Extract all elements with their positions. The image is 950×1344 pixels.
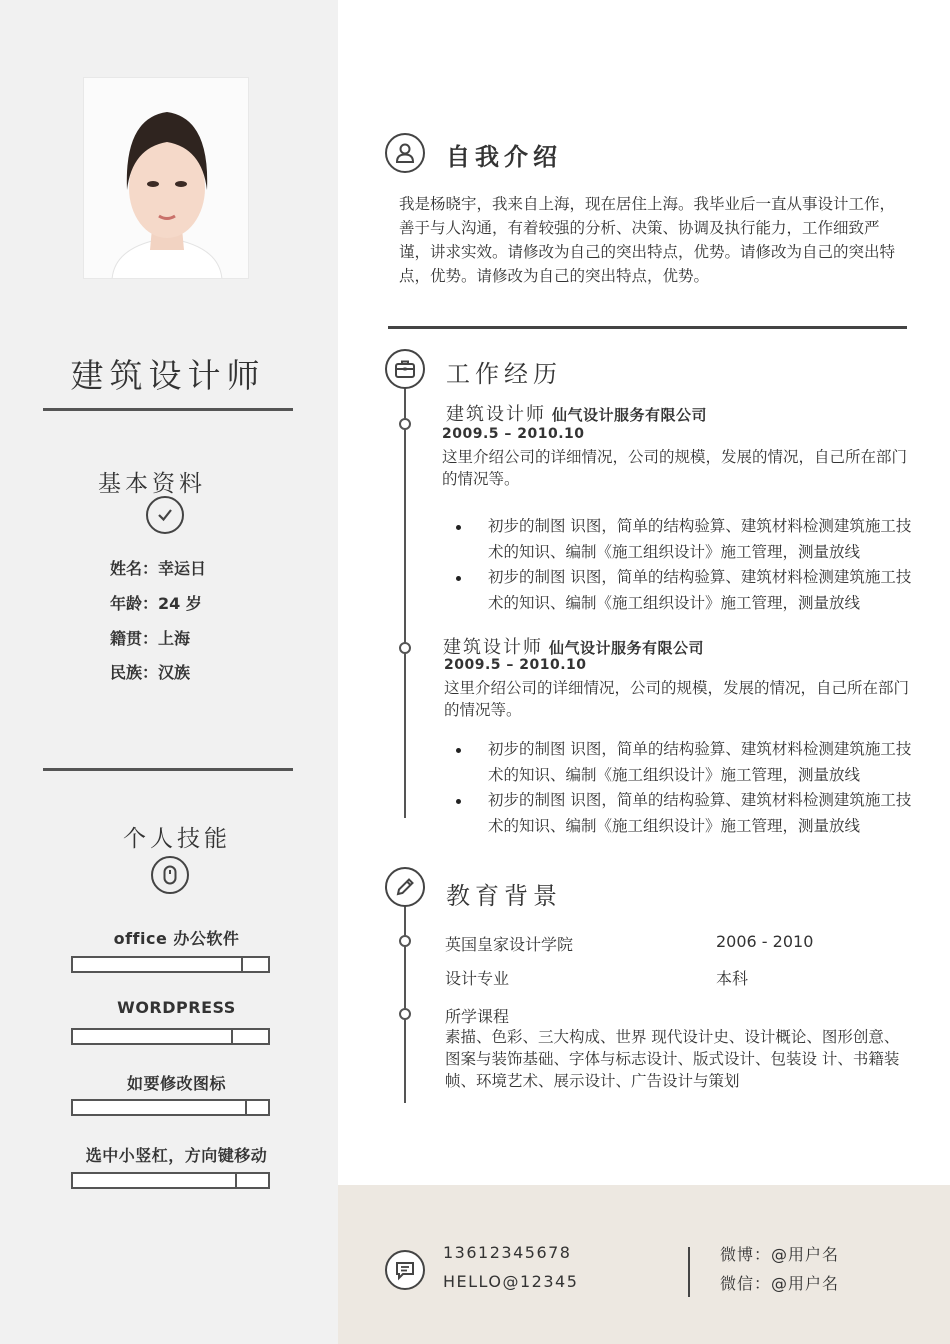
skill-bar-fill <box>73 958 243 971</box>
degree: 本科 <box>716 969 749 988</box>
info-hometown: 籍贯：上海 <box>110 629 191 648</box>
timeline-node <box>399 418 411 430</box>
skill-label: office 办公软件 <box>113 929 240 948</box>
contact-phone[interactable]: 13612345678 <box>443 1243 572 1262</box>
timeline-line <box>404 388 406 818</box>
contact-weibo[interactable]: 微博：@用户名 <box>720 1245 840 1264</box>
contact-footer <box>338 1185 950 1344</box>
job-title: 建筑设计师 <box>70 356 266 395</box>
skill-bar <box>71 956 270 973</box>
major: 设计专业 <box>445 969 510 988</box>
experience-title: 工作经历 <box>446 360 562 388</box>
skill-bar <box>71 1028 270 1045</box>
timeline-node <box>399 1008 411 1020</box>
school-years: 2006 - 2010 <box>716 932 814 951</box>
job-description: 这里介绍公司的详细情况，公司的规模，发展的情况，自己所在部门的情况等。 <box>444 679 910 719</box>
chat-icon <box>385 1250 425 1290</box>
courses-label: 所学课程 <box>445 1007 510 1026</box>
divider <box>688 1247 690 1297</box>
education-title: 教育背景 <box>446 882 562 910</box>
skill-label: WORDPRESS <box>117 998 236 1017</box>
briefcase-icon <box>385 349 425 389</box>
pencil-icon <box>385 867 425 907</box>
list-item: 初步的制图 识图，简单的结构验算、建筑材料检测建筑施工技术的知识、编制《施工组织设计》施工管理，测量放线 <box>452 737 912 788</box>
skill-bar <box>71 1172 270 1189</box>
courses-text: 素描、色彩、三大构成、世界 现代设计史、设计概论、图形创意、图案与装饰基础、字体与标志设计、版式设计、包装设 计、书籍装帧、环境艺术、展示设计、广告设计与策划 <box>445 1028 900 1090</box>
mouse-icon <box>151 856 189 894</box>
info-name: 姓名：幸运日 <box>110 559 207 578</box>
contact-wechat[interactable]: 微信：@用户名 <box>720 1274 840 1293</box>
skill-bar-fill <box>73 1030 233 1043</box>
list-item: 初步的制图 识图，简单的结构验算、建筑材料检测建筑施工技术的知识、编制《施工组织设计》施工管理，测量放线 <box>452 565 912 616</box>
list-item: 初步的制图 识图，简单的结构验算、建筑材料检测建筑施工技术的知识、编制《施工组织设计》施工管理，测量放线 <box>452 788 912 839</box>
job-bullets <box>452 514 912 616</box>
timeline-node <box>399 935 411 947</box>
job-heading: 建筑设计师 仙气设计服务有限公司 <box>443 637 705 658</box>
school-name: 英国皇家设计学院 <box>445 935 574 954</box>
job-date: 2009.5 – 2010.10 <box>442 426 585 442</box>
job-bullets <box>452 737 912 839</box>
list-item: 初步的制图 识图，简单的结构验算、建筑材料检测建筑施工技术的知识、编制《施工组织设计》施工管理，测量放线 <box>452 514 912 565</box>
skill-bar-fill <box>73 1101 247 1114</box>
profile-photo <box>83 77 249 279</box>
skill-label: 如要修改图标 <box>126 1074 226 1093</box>
check-circle-icon <box>146 496 184 534</box>
person-icon <box>385 133 425 173</box>
skill-label: 选中小竖杠，方向键移动 <box>85 1146 268 1165</box>
contact-email[interactable]: HELLO@12345 <box>443 1272 579 1291</box>
timeline-node <box>399 642 411 654</box>
job-heading: 建筑设计师 仙气设计服务有限公司 <box>446 404 708 425</box>
info-age: 年龄：24 岁 <box>110 594 202 613</box>
divider <box>43 408 293 411</box>
job-description: 这里介绍公司的详细情况，公司的规模，发展的情况，自己所在部门的情况等。 <box>442 448 908 488</box>
basic-info-title: 基本资料 <box>98 471 206 497</box>
job-date: 2009.5 – 2010.10 <box>444 657 587 673</box>
intro-title: 自我介绍 <box>446 143 562 171</box>
intro-text: 我是杨晓宇，我来自上海，现在居住上海。我毕业后一直从事设计工作，善于与人沟通，有着较强的分析、决策、协调及执行能力，工作细致严谨，讲求实效。请修改为自己的突出特点，优势。请修改为自己的突出特点，优势。请修改为自己的突出特点，优势。 <box>399 195 896 285</box>
skill-bar <box>71 1099 270 1116</box>
skills-title: 个人技能 <box>123 826 231 852</box>
info-ethnicity: 民族：汉族 <box>110 663 191 682</box>
divider <box>388 326 907 329</box>
skill-bar-fill <box>73 1174 237 1187</box>
divider <box>43 768 293 771</box>
